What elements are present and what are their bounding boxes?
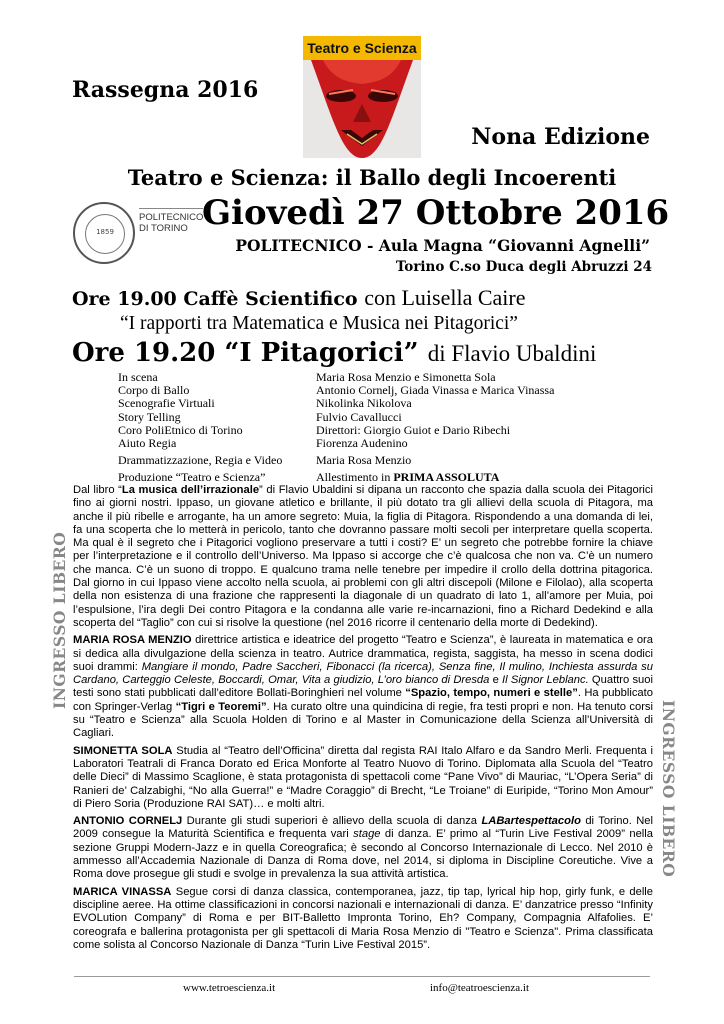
rassegna-title: Rassegna 2016 — [72, 77, 259, 103]
event-title: Teatro e Scienza: il Ballo degli Incoerenti — [127, 165, 617, 190]
bio-name: SIMONETTA SOLA — [73, 744, 173, 757]
ingresso-libero-right: INGRESSO LIBERO — [659, 700, 678, 878]
credit-role: Scenografie Virtuali — [118, 396, 215, 411]
credit-name: Direttori: Giorgio Guiot e Dario Ribechi — [316, 422, 511, 437]
book-title: La musica dell’irrazionale — [121, 484, 260, 496]
bio-name: ANTONIO CORNELJ — [73, 815, 183, 828]
credit-role: In scena — [118, 370, 158, 384]
event-address: Torino C.so Duca degli Abruzzi 24 — [395, 259, 652, 275]
credit-name-text: Allestimento in — [316, 470, 391, 485]
politecnico-name-line2: DI TORINO — [139, 223, 188, 234]
politecnico-logo — [73, 202, 208, 266]
politecnico-seal-icon — [73, 202, 135, 264]
evento2-line — [72, 338, 596, 368]
paragraph-sola: SIMONETTA SOLA Studia al “Teatro dell’Officina” diretta dal regista RAI Italo Alfaro e da Sandro Merli. Frequenta i Laboratori Teatrali di Franca Dorato ed Erica Monforte al Teatro Nuovo di Torino. Diplomata alla Scuola del “Teatro delle Dieci” di Massimo Scaglione, è stata protagonista di spettacoli come “Pane Vivo” di Mauriac, “L’Opera Seria” di Ranieri de’ Calzabighi, “No alla Guerra!” e “Madre Coraggio” di Brecht, “Le Troiane” di Euripide, “Torino Mon Amour” di Piero Soria (Produzione RAI SAT)… e molti altri. — [73, 744, 653, 810]
credit-row — [118, 411, 638, 424]
credit-name: Nikolinka Nikolova — [316, 396, 412, 411]
logo-label: Teatro e Scienza — [303, 36, 421, 60]
credit-row — [118, 397, 638, 410]
credit-name — [316, 471, 638, 484]
footer-website-link[interactable]: www.tetroescienza.it — [183, 982, 276, 994]
body-text — [73, 484, 653, 956]
evento2-ora: Ore 19.20 “I Pitagorici” — [72, 338, 419, 368]
credit-role: Coro PoliEtnico di Torino — [118, 422, 243, 437]
ingresso-libero-left: INGRESSO LIBERO — [50, 531, 69, 709]
credit-role: Drammatizzazione, Regia e Video — [118, 453, 283, 468]
credit-role: Produzione “Teatro e Scienza” — [118, 470, 266, 485]
seal-text: 1859 — [96, 228, 114, 236]
credit-name: Antonio Cornelj, Giada Vinassa e Marica Vinassa — [316, 383, 555, 398]
evento1-ora: Ore 19.00 Caffè Scientifico — [72, 288, 358, 310]
evento1-tema: “I rapporti tra Matematica e Musica nei Pitagorici” — [120, 313, 518, 334]
paragraph-cornelj: ANTONIO CORNELJ Durante gli studi superiori è allievo della scuola di danza LABartespettacolo di Torino. Nel 2009 consegue la Maturità Scientifica e frequenta vari stage di danza. E’ primo al “Turin Live Festival 2009” nella sezione Gruppi Modern-Jazz e in quella Coreografica; è secondo al Concorso Internazionale di Lecco. Nel 2010 è ammesso all’Accademia Nazionale di Danza di Roma dove, nel 2014, si diploma in Discipline Coreutiche. Vive a Roma dove prosegue gli studi e svolge in prevalenza la sua attività artistica. — [73, 815, 654, 881]
politecnico-name — [139, 208, 203, 234]
bio-name: MARICA VINASSA — [73, 885, 172, 898]
credit-row — [118, 437, 638, 450]
credits-list — [118, 371, 638, 485]
credit-row — [118, 471, 638, 484]
credit-name: Maria Rosa Menzio — [316, 453, 412, 468]
event-venue: POLITECNICO - Aula Magna “Giovanni Agnelli” — [235, 236, 650, 255]
footer-email-link[interactable]: info@teatroescienza.it — [430, 982, 529, 994]
paragraph-synopsis: Dal libro “La musica dell’irrazionale” di Flavio Ubaldini si dipana un racconto che spazia dalla scuola dei Pitagorici fino ai giorni nostri. Ippaso, un giovane atletico e brillante, il più dotato tra gli allievi della scuola di Pitagora, ma anche il più ribelle e arrogante, ha un amore segreto: Muia, la figlia di Pitagora. Rispondendo a una domanda di lei, fa una scoperta che lo metterà in pericolo, tanto che dovranno passare molti secoli per interpretare quella scoperta. Ma qual è il segreto che i Pitagorici vogliono preservare a tutti i costi? E’ un segreto che potrebbe fornire la chiave per l’interpretazione e il controllo dell’Universo. Ma Ippaso si accorge che c’è qualcosa che non va. C’è un numero che manca. C’è un suono di troppo. E qualcuno trama nelle tenebre per impedire il crollo della dottrina pitagorica. Dal giorno in cui Ippaso viene accolto nella scuola, ai problemi con gli altri discepoli (Milone e Filolao), alla scoperta della non esistenza di una frazione che rappresenti la diagonale di un quadrato di lato 1, all’amore per Muia, poi l’espulsione, l’ira degli Dei contro Pitagora e la condanna alle varie re-incarnazioni, fino a Richard Dedekind e alla scoperta del “Taglio” con cui si risolve la questione (nel 2016 ricorre il centenario della morte di Dedekind). — [73, 484, 653, 629]
credit-name-bold: PRIMA ASSOLUTA — [393, 470, 500, 485]
event-date: Giovedì 27 Ottobre 2016 — [202, 193, 670, 233]
credit-role: Aiuto Regia — [118, 436, 177, 451]
credit-role: Corpo di Ballo — [118, 383, 190, 398]
mask-face-icon — [303, 60, 421, 158]
edizione-title: Nona Edizione — [471, 124, 650, 150]
politecnico-name-line1: POLITECNICO — [139, 212, 204, 223]
credit-name: Fulvio Cavallucci — [316, 409, 402, 424]
credit-name: Fiorenza Audenino — [316, 436, 408, 451]
paragraph-menzio: MARIA ROSA MENZIO direttrice artistica e ideatrice del progetto “Teatro e Scienza”, è laureata in matematica e ora si dedica alla divulgazione della scienza in teatro. Autrice drammatica, regista, saggista, ha messo in scena dodici suoi drammi: Mangiare il mondo, Padre Saccheri, Fibonacci (la ricerca), Senza fine, Il mulino, Inchiesta assurda su Cardano, Carteggio Celeste, Boccardi, Omar, Vita a giudizio, L’oro bianco di Dresda e Il Signor Leblanc. Quattro suoi testi sono stati pubblicati dall’editore Bollati-Boringhieri nel volume “Spazio, tempo, numeri e stelle”. Ha pubblicato con Springer-Verlag “Tigri e Teoremi”. Ha curato oltre una quindicina di regie, fra testi propri e non. Ha tenuto corsi su “Teatro e Scienza” alla Scuola Holden di Torino e al Master in Comunicazione della Scienza all’Università di Cagliari. — [73, 634, 653, 740]
footer-divider — [74, 976, 650, 977]
credit-row — [118, 454, 638, 467]
evento2-di: di Flavio Ubaldini — [427, 341, 597, 366]
credit-name: Maria Rosa Menzio e Simonetta Sola — [316, 370, 496, 384]
evento1-con: con Luisella Caire — [364, 285, 526, 310]
teatro-e-scienza-logo — [303, 36, 421, 158]
paragraph-vinassa: MARICA VINASSA Segue corsi di danza classica, contemporanea, jazz, tip tap, lyrical hip hop, girly funk, e delle discipline aeree. Ha ottime classificazioni in concorsi nazionali e internazionali di danza. E’ danzatrice presso “Infinity EVOLution Company” di Roma e per BIT-Balletto Impronta Torino, Eh? Company, Compagnia Alfafolies. E’ coreografa e ballerina protagonista per gli spettacoli di Maria Rosa Menzio di "Teatro e Scienza". Prima classificata come solista al Concorso Nazionale di Danza “Turin Live Festival 2015”. — [73, 885, 654, 951]
bio-name: MARIA ROSA MENZIO — [73, 634, 192, 647]
credit-role: Story Telling — [118, 409, 181, 424]
evento1-line — [72, 285, 525, 311]
